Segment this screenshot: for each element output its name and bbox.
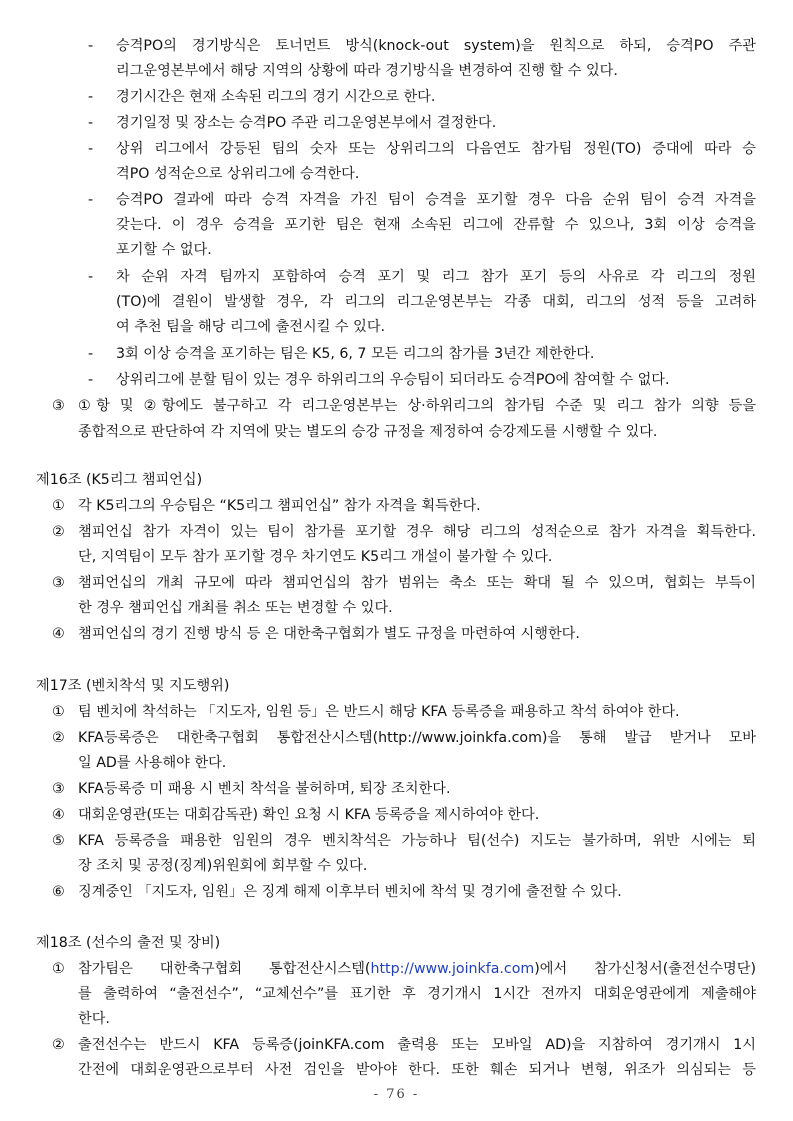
text-line: 갖는다. 이 경우 승격을 포기한 팀은 현재 소속된 리그에 잔류할 수 있으나, 3회 이상 승격을: [116, 217, 756, 233]
text-line: 한 경우 챔피언십 개최를 취소 또는 변경할 수 있다.: [78, 600, 393, 616]
text-line: KFA 등록증을 패용한 임원의 경우 벤치착석은 가능하나 팀(선수) 지도는 불가하며, 위반 시에는 퇴: [78, 833, 756, 849]
circled-number-marker: ③: [52, 398, 65, 414]
text-line: 팀 벤치에 착석하는 「지도자, 임원 등」은 반드시 해당 KFA 등록증을 패용하고 착석 하여야 한다.: [78, 704, 680, 720]
text-line: 챔피언십의 개최 규모에 따라 챔피언십의 참가 범위는 축소 또는 확대 될 수 있으며, 협회는 부득이: [78, 575, 756, 591]
article-18-heading: 제18조 (선수의 출전 및 장비): [36, 935, 221, 951]
text-line: 를 출력하여 “출전선수”, “교체선수”를 표기한 후 경기개시 1시간 전까지 대회운영관에게 제출해야: [78, 986, 756, 1002]
text-line: 여 추천 팀을 해당 리그에 출전시킬 수 있다.: [116, 319, 386, 335]
circled-number-marker: ④: [52, 807, 65, 823]
dash-marker: -: [88, 346, 94, 362]
text-line: 장 조치 및 공정(징계)위원회에 회부할 수 있다.: [78, 858, 368, 874]
text-line: (TO)에 결원이 발생할 경우, 각 리그의 리그운영본부는 각종 대회, 리그의 성적 등을 고려하: [116, 294, 756, 310]
text-line: 한다.: [78, 1011, 110, 1027]
text-line: KFA등록증 미 패용 시 벤치 착석을 불허하며, 퇴장 조치한다.: [78, 781, 451, 797]
article-16-heading: 제16조 (K5리그 챔피언십): [36, 472, 203, 488]
text-line: 차 순위 자격 팀까지 포함하여 승격 포기 및 리그 참가 포기 등의 사유로 각 리그의 정원: [116, 269, 756, 285]
text-line: ①항 및 ②항에도 불구하고 각 리그운영본부는 상·하위리그의 참가팀 수준 및 리그 참가 의향 등을: [78, 398, 756, 414]
text-line: 대회운영관(또는 대회감독관) 확인 요청 시 KFA 등록증을 제시하여야 한다.: [78, 807, 540, 823]
circled-number-marker: ②: [52, 730, 65, 746]
text-segment: )에서 참가신청서(출전선수명단): [534, 961, 756, 977]
text-line: 단, 지역팀이 모두 참가 포기할 경우 차기연도 K5리그 개설이 불가할 수 있다.: [78, 549, 553, 565]
dash-marker: -: [88, 115, 94, 131]
text-line: 챔피언십 참가 자격이 있는 팀이 참가를 포기할 경우 해당 리그의 성적순으로 참가 자격을 획득한다.: [78, 524, 756, 540]
joinkfa-link[interactable]: http://www.joinkfa.com: [370, 961, 535, 977]
text-line: 징계중인 「지도자, 임원」은 징계 해제 이후부터 벤치에 착석 및 경기에 출전할 수 있다.: [78, 884, 622, 900]
text-line: 간전에 대회운영관으로부터 사전 검인을 받아야 한다. 또한 훼손 되거나 변형, 위조가 의심되는 등: [78, 1062, 756, 1078]
text-line: 챔피언십의 경기 진행 방식 등 은 대한축구협회가 별도 규정을 마련하여 시행한다.: [78, 626, 580, 642]
text-line: 승격PO의 경기방식은 토너먼트 방식(knock-out system)을 원칙으로 하되, 승격PO 주관: [116, 38, 756, 54]
text-line: 리그운영본부에서 해당 지역의 상황에 따라 경기방식을 변경하여 진행 할 수 있다.: [116, 63, 618, 79]
circled-number-marker: ②: [52, 1037, 65, 1053]
text-line: 경기일정 및 장소는 승격PO 주관 리그운영본부에서 결정한다.: [116, 115, 497, 131]
circled-number-marker: ②: [52, 524, 65, 540]
circled-number-marker: ③: [52, 575, 65, 591]
text-line: 일 AD를 사용해야 한다.: [78, 755, 227, 771]
text-line: 상위리그에 분할 팀이 있는 경우 하위리그의 우승팀이 되더라도 승격PO에 참여할 수 없다.: [116, 372, 670, 388]
circled-number-marker: ⑤: [52, 833, 65, 849]
text-segment: 참가팀은 대한축구협회 통합전산시스템(: [78, 961, 371, 977]
text-line: 상위 리그에서 강등된 팀의 숫자 또는 상위리그의 다음연도 참가팀 정원(TO) 증대에 따라 승: [116, 141, 757, 157]
text-line: 종합적으로 판단하여 각 지역에 맞는 별도의 승강 규정을 제정하여 승강제도를 시행할 수 있다.: [78, 424, 658, 440]
text-line: 3회 이상 승격을 포기하는 팀은 K5, 6, 7 모든 리그의 참가를 3년간 제한한다.: [116, 346, 595, 362]
dash-marker: -: [88, 141, 94, 157]
text-line: 포기할 수 없다.: [116, 242, 212, 258]
text-line: KFA등록증은 대한축구협회 통합전산시스템(http://www.joinkfa.com)을 통해 발급 받거나 모바: [78, 730, 756, 746]
dash-marker: -: [88, 89, 94, 105]
circled-number-marker: ①: [52, 704, 65, 720]
text-line: 격PO 성적순으로 상위리그에 승격한다.: [116, 166, 360, 182]
article-17-heading: 제17조 (벤치착석 및 지도행위): [36, 678, 230, 694]
circled-number-marker: ①: [52, 961, 65, 977]
page-number: - 76 -: [373, 1087, 420, 1102]
circled-number-marker: ③: [52, 781, 65, 797]
dash-marker: -: [88, 269, 94, 285]
dash-marker: -: [88, 372, 94, 388]
text-line: 경기시간은 현재 소속된 리그의 경기 시간으로 한다.: [116, 89, 436, 105]
dash-marker: -: [88, 192, 94, 208]
text-line: 각 K5리그의 우승팀은 “K5리그 챔피언십” 참가 자격을 획득한다.: [78, 498, 481, 514]
text-line: 승격PO 결과에 따라 승격 자격을 가진 팀이 승격을 포기할 경우 다음 순위 팀이 승격 자격을: [116, 192, 756, 208]
circled-number-marker: ①: [52, 498, 65, 514]
circled-number-marker: ④: [52, 626, 65, 642]
dash-marker: -: [88, 38, 94, 54]
text-line-with-link: [78, 958, 756, 980]
circled-number-marker: ⑥: [52, 884, 65, 900]
text-line: 출전선수는 반드시 KFA 등록증(joinKFA.com 출력용 또는 모바일 AD)을 지참하여 경기개시 1시: [78, 1037, 756, 1053]
